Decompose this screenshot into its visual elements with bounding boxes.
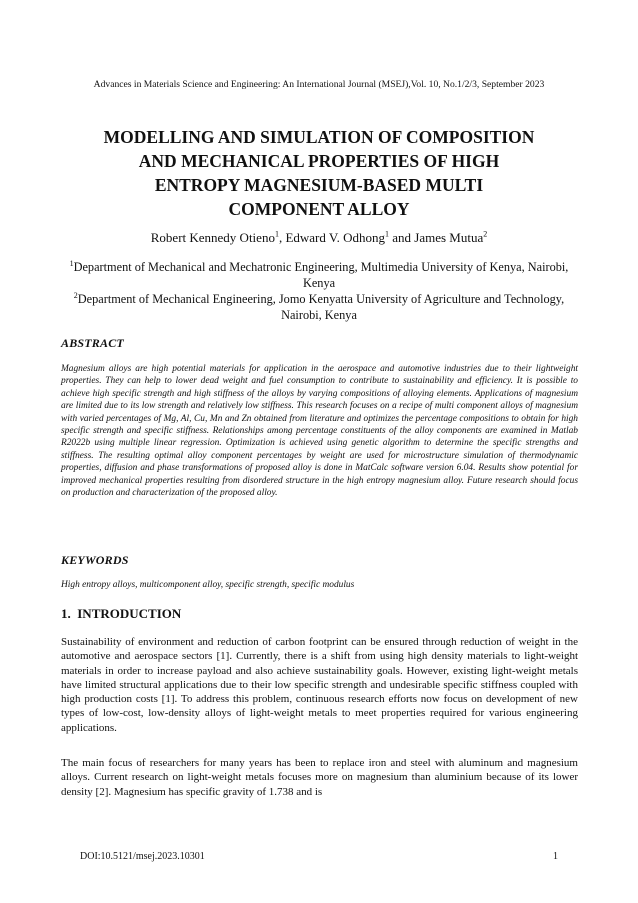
journal-header: Advances in Materials Science and Engineering: An International Journal (MSEJ),Vol. 10, No.1/2/3, September 2023	[93, 79, 545, 90]
section-title: INTRODUCTION	[77, 606, 182, 621]
affiliations	[60, 259, 578, 323]
affiliation-mark: 1	[69, 258, 74, 268]
author-name: Edward V. Odhong	[285, 230, 385, 245]
affiliation-text: Department of Mechanical and Mechatronic Engineering, Multimedia University of Kenya, Nairobi, Kenya	[73, 260, 569, 290]
title-text: ENTROPY MAGNESIUM-BASED MULTI	[154, 175, 484, 195]
author-affiliation-mark: 2	[483, 229, 488, 239]
section-heading-introduction	[61, 606, 181, 622]
title-text: COMPONENT ALLOY	[228, 199, 410, 219]
title-line-4	[70, 197, 568, 221]
paper-title	[70, 125, 568, 221]
keywords-text: High entropy alloys, multicomponent alloy, specific strength, specific modulus	[61, 580, 355, 590]
title-text: AND MECHANICAL PROPERTIES OF HIGH	[138, 151, 500, 171]
author-separator: ,	[278, 230, 286, 245]
title-line-3	[70, 173, 568, 197]
author-separator: and	[389, 230, 415, 245]
author-affiliation-mark: 1	[274, 229, 279, 239]
body-paragraph: The main focus of researchers for many years has been to replace iron and steel with aluminum and magnesium alloys. Current research on light-weight metals focuses more on magnesium than aluminium because of its lower density [2]. Magnesium has specific gravity of 1.738 and is	[61, 757, 578, 798]
section-number: 1.	[61, 606, 71, 621]
affiliation-text: Department of Mechanical Engineering, Jomo Kenyatta University of Agriculture and Technology, Nairobi, Kenya	[77, 292, 565, 322]
page-number: 1	[553, 851, 558, 862]
affiliation-mark: 2	[73, 290, 78, 300]
abstract-text: Magnesium alloys are high potential materials for application in the aerospace and automotive industries due to their lightweight properties. They can help to lower dead weight and fuel consumption to contribute to sustainability and efficiency. It is possible to achieve high specific strength and high stiffness of the alloys by varying compositions of alloying elements. Applications of magnesium are limited due to its low strength and relatively low stiffness. This research focuses on a recipe of multi component alloys of magnesium with varied percentages of Mg, Al, Cu, Mn and Zn obtained from literature and optimizes the percentage compositions to obtain for high specific strength and specific stiffness. Relationships among percentage constituents of the alloy components are examined in Matlab R2022b using multiple linear regression. Optimization is achieved using genetic algorithm to determine the specific strengths and stiffness. The resulting optimal alloy component percentages by weight are used for microstructure simulation of thermodynamic properties, diffusion and phase transformations of proposed alloy is done in MatCalc software version 6.04. Results show potential for improved mechanical properties resulting from disordered structure in the high entropy magnesium alloy. Future research should focus on production and characterization of the proposed alloy.	[61, 364, 578, 499]
title-text: MODELLING AND SIMULATION OF COMPOSITION	[103, 127, 535, 147]
title-line-2	[70, 149, 568, 173]
footer-doi: DOI:10.5121/msej.2023.10301	[80, 851, 205, 862]
title-line-1	[70, 125, 568, 149]
author-name: James Mutua	[414, 230, 484, 245]
author-affiliation-mark: 1	[385, 229, 389, 239]
affiliation	[60, 259, 578, 291]
affiliation	[60, 291, 578, 323]
body-paragraph: Sustainability of environment and reduction of carbon footprint can be ensured through reduction of weight in the automotive and aerospace sectors [1]. Currently, there is a shift from using high density materials to light-weight materials in order to increase payload and also achieve sustainability goals. However, existing light-weight metals have limited structural applications due to their low specific strength and undesirable specific stiffness coupled with high production costs [1]. To address this problem, continuous research efforts now focus on development of new types of low-cost, low-density alloys of light-weight metals to meet properties required for various engineering applications.	[61, 636, 578, 734]
abstract-heading: ABSTRACT	[61, 336, 124, 350]
keywords-heading: KEYWORDS	[61, 553, 129, 567]
author-list	[40, 230, 598, 246]
author-name: Robert Kennedy Otieno	[150, 230, 275, 245]
